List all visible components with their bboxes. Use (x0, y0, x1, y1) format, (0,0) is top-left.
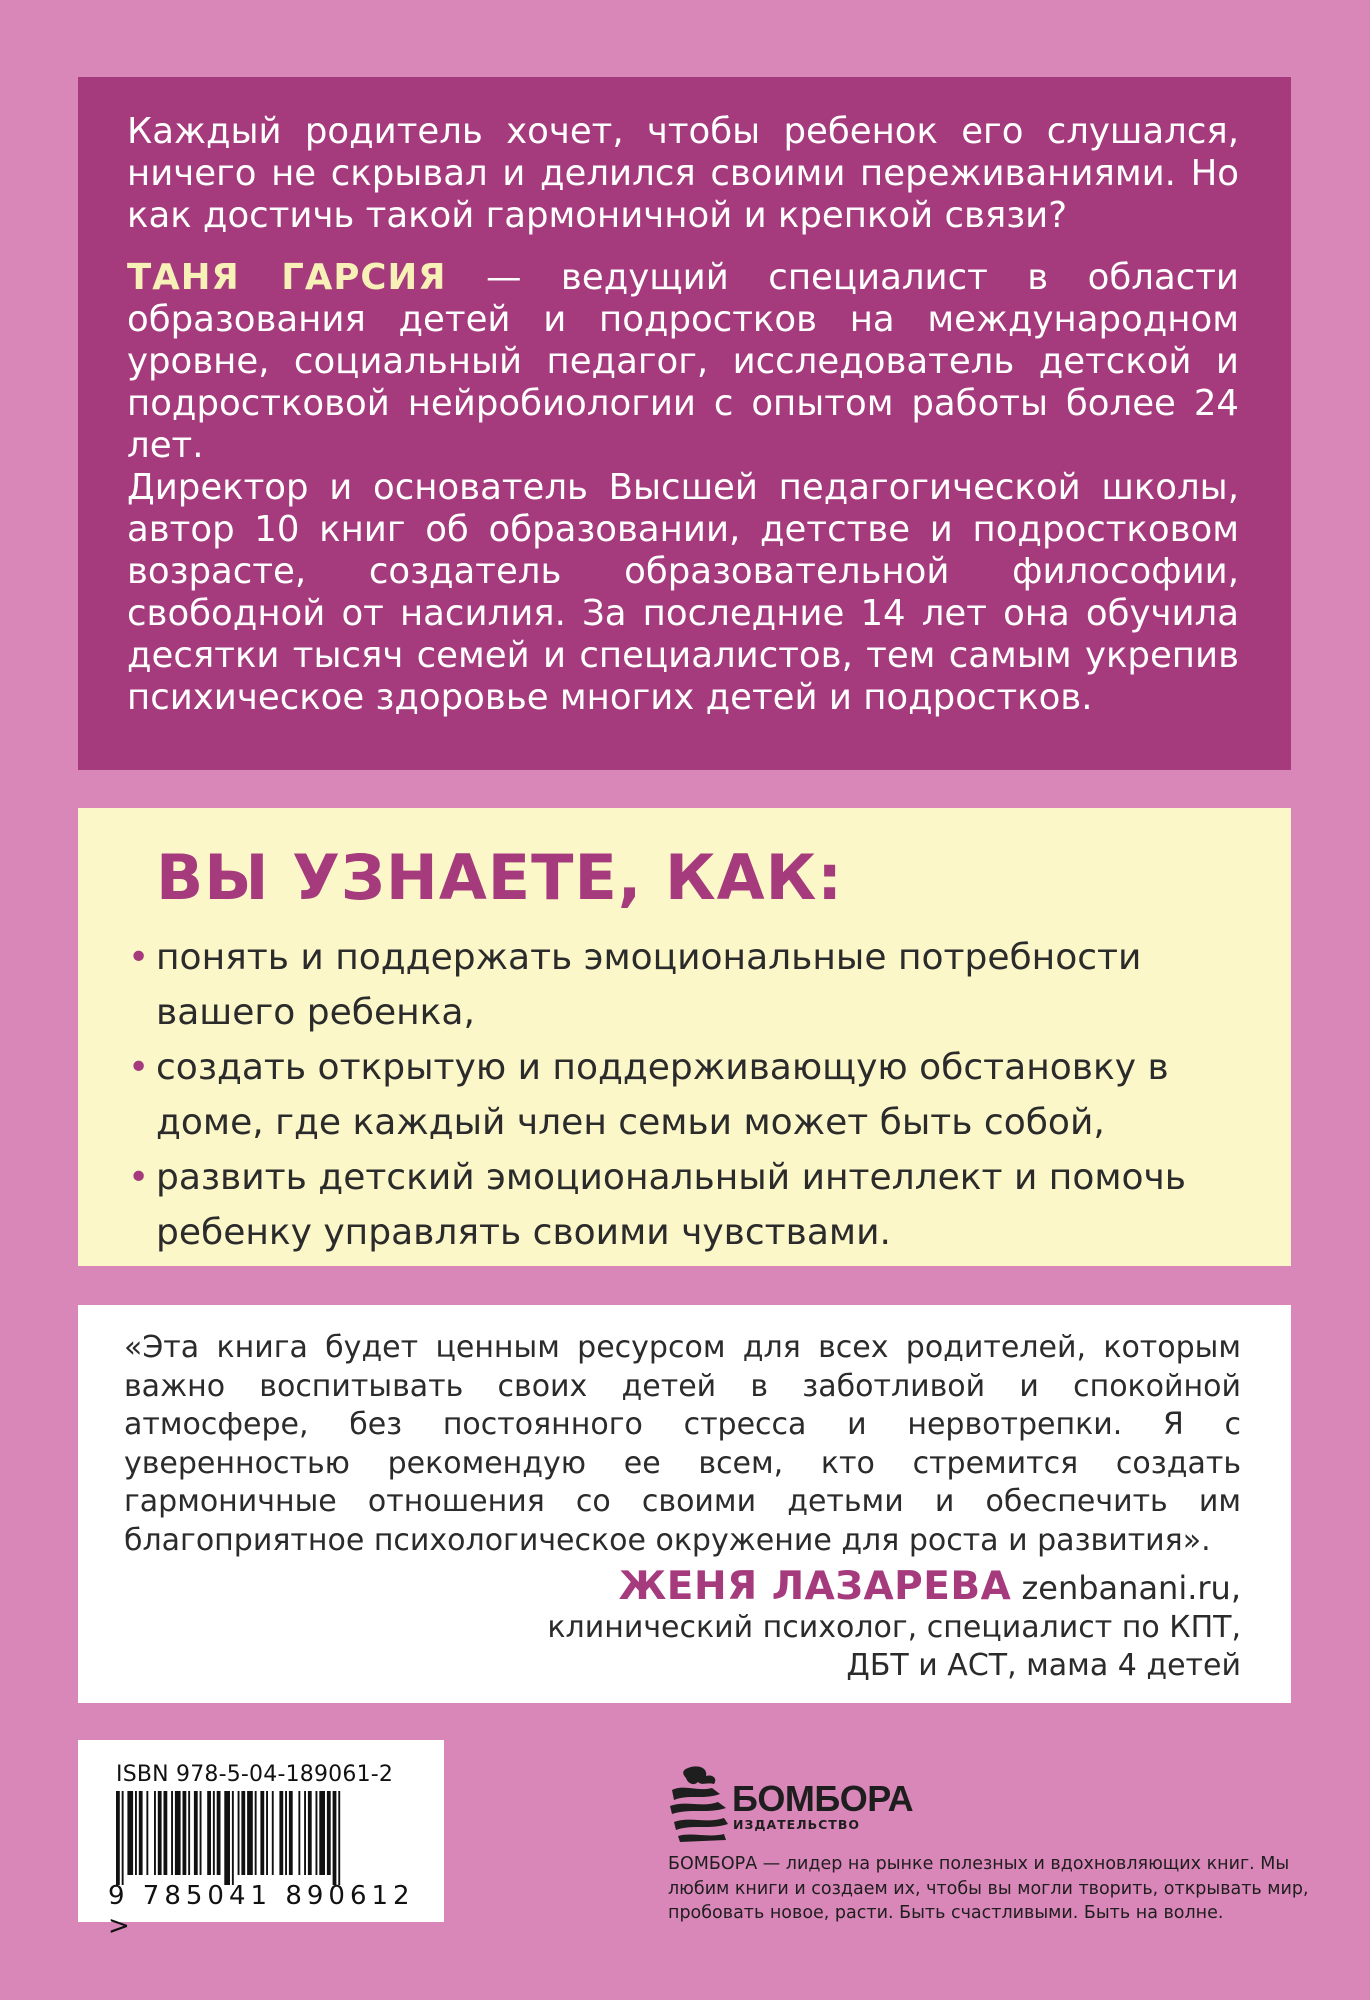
barcode-box (78, 1740, 444, 1941)
bullet-icon: • (128, 937, 150, 978)
publisher-subtitle: ИЗДАТЕЛЬСТВО (733, 1817, 860, 1832)
barcode-bar (304, 1791, 306, 1875)
barcode-bar (319, 1791, 325, 1875)
barcode-bar (183, 1791, 187, 1875)
barcode-bar (171, 1791, 173, 1875)
barcode-bar (175, 1791, 181, 1875)
testimonial-author-name: ЖЕНЯ ЛАЗАРЕВА (618, 1564, 1012, 1609)
barcode-bar (272, 1791, 274, 1875)
author-bio: — ведущий специалист в области образования детей и подростков на международном уровне, социальный педагог, исследователь детской и подростковой нейробиологии с опытом работы более 24 лет. (127, 257, 1239, 466)
barcode-bar (194, 1791, 198, 1875)
barcode-bar (333, 1791, 337, 1885)
author-bio-paragraph-2: Директор и основатель Высшей педагогической школы, автор 10 книг об образовании, детстве и подростковом возрасте, создатель образовательной философии, свободной от насилия. За последние 14 лет она обучила десятки тысяч семей и специалистов, тем самым укрепив психическое здоровье многих детей и подростков. (127, 467, 1239, 718)
list-item-text: понять и поддержать эмоциональные потребности вашего ребенка, (156, 937, 1142, 1033)
testimonial-author-line (124, 1564, 1241, 1609)
barcode-bar (158, 1791, 162, 1875)
testimonial-text: «Эта книга будет ценным ресурсом для всех родителей, которым важно воспитывать своих детей в заботливой и спокойной атмосфере, без постоянного стресса и нервотрепки. Я с уверенностью рекомендую ее всем, кто стремится создать гармоничные отношения со своими детьми и обеспечить им благоприятное психологическое окружение для роста и развития». (124, 1330, 1241, 1558)
author-bio-paragraph (127, 257, 1239, 467)
bombora-logo-icon (668, 1762, 730, 1842)
barcode-bar (285, 1791, 287, 1875)
barcode-bar (241, 1791, 245, 1875)
barcode-bar (213, 1791, 215, 1875)
barcode-bar (139, 1791, 143, 1875)
barcode-bar (224, 1791, 230, 1885)
barcode-digits: 9 785041 890612 > (108, 1881, 415, 1941)
author-name: ТАНЯ ГАРСИЯ (127, 257, 447, 298)
learn-list (128, 930, 1251, 1260)
testimonial-box (78, 1305, 1291, 1703)
barcode-bar (200, 1791, 202, 1875)
bullet-icon: • (128, 1047, 150, 1088)
testimonial-signature (124, 1564, 1241, 1685)
list-item (128, 930, 1251, 1040)
barcode-icon (116, 1791, 406, 1885)
barcode-bar (188, 1791, 190, 1875)
barcode-bar (266, 1791, 268, 1875)
barcode-bar (207, 1791, 211, 1875)
learn-heading: ВЫ УЗНАЕТЕ, КАК: (156, 841, 844, 914)
bullet-icon: • (128, 1157, 150, 1198)
list-item (128, 1040, 1251, 1150)
publisher-description: БОМБОРА — лидер на рынке полезных и вдохновляющих книг. Мы любим книги и создаем их, чтобы вы могли творить, открывать мир, пробовать новое, расти. Быть счастливыми. Быть на волне. (668, 1854, 1309, 1923)
barcode-bar (164, 1791, 168, 1875)
barcode-bar (279, 1791, 283, 1875)
barcode-bar (316, 1791, 318, 1875)
barcode-bar (308, 1791, 312, 1875)
barcode-bar (255, 1791, 257, 1875)
barcode-bar (127, 1791, 133, 1875)
barcode-bar (116, 1791, 120, 1885)
list-item-text: создать открытую и поддерживающую обстановку в доме, где каждый член семьи может быть собой, (156, 1047, 1169, 1143)
barcode-bar (238, 1791, 240, 1875)
testimonial-author-site: zenbanani.ru, (1011, 1569, 1241, 1607)
barcode-bar (146, 1791, 148, 1875)
barcode-bar (217, 1791, 221, 1875)
barcode-bar (260, 1791, 264, 1875)
list-item (128, 1150, 1251, 1260)
barcode-bar (154, 1791, 156, 1875)
barcode-bar (122, 1791, 124, 1885)
testimonial-author-role-2: ДБТ и АСТ, мама 4 детей (846, 1648, 1241, 1683)
barcode-bar (327, 1791, 331, 1875)
isbn-number: ISBN 978-5-04-189061-2 (116, 1762, 394, 1787)
author-info-box (78, 77, 1291, 770)
publisher-name: БОМБОРА (732, 1778, 914, 1819)
list-item-text: развить детский эмоциональный интеллект и помочь ребенку управлять своими чувствами. (156, 1157, 1187, 1253)
intro-paragraph: Каждый родитель хочет, чтобы ребенок его слушался, ничего не скрывал и делился своими переживаниями. Но как достичь такой гармоничной и крепкой связи? (127, 111, 1239, 236)
barcode-bar (338, 1791, 340, 1885)
barcode-bar (298, 1791, 300, 1875)
barcode-bar (232, 1791, 234, 1885)
barcode-bar (247, 1791, 253, 1875)
barcode-bar (135, 1791, 137, 1875)
testimonial-author-role: клинический психолог, специалист по КПТ, (547, 1610, 1241, 1645)
learn-box (78, 808, 1291, 1266)
barcode-bar (289, 1791, 293, 1875)
